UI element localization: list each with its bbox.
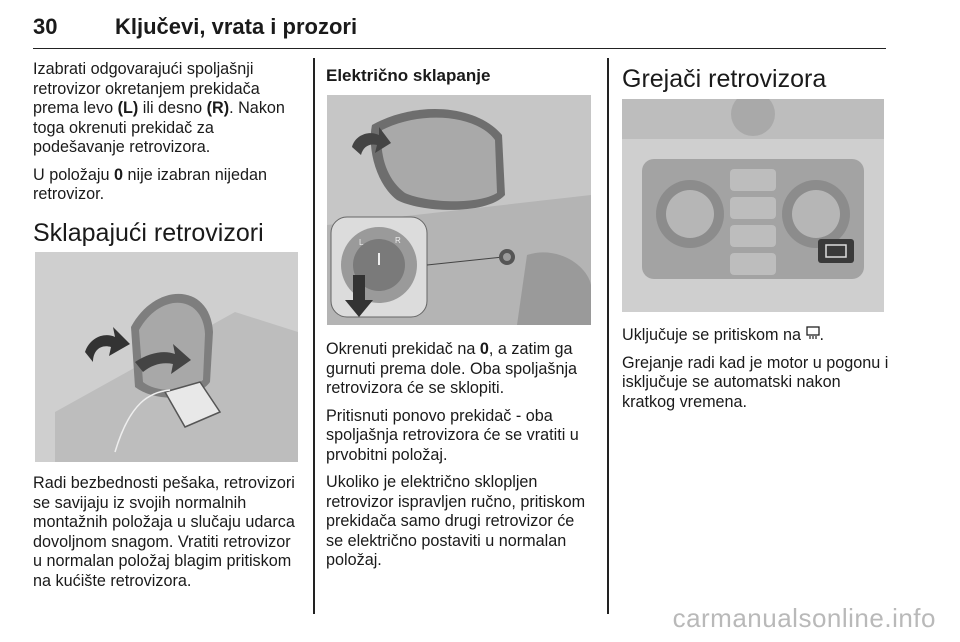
section-heading: Električno sklapanje xyxy=(326,66,491,85)
svg-text:L: L xyxy=(359,238,364,247)
paragraph: Grejanje radi kad je motor u pogonu i isključuje se automatski nakon kratkog vremena. xyxy=(622,353,889,411)
chapter-title: Ključevi, vrata i prozori xyxy=(115,14,358,39)
page-number: 30 xyxy=(33,14,58,39)
paragraph: Radi bezbednosti pešaka, retrovizori se savijaju iz svojih normalnih montažnih položaja u slučaju udarca dovoljnom snagom. Vratiti retrovizor u normalan položaj blagim pritiskom na kućište retrovizora. xyxy=(33,474,295,590)
watermark: carmanualsonline.info xyxy=(672,603,936,633)
section-heading: Grejači retrovizora xyxy=(622,65,827,93)
mirror-heater-icon xyxy=(806,326,820,346)
electric-folding-illustration xyxy=(327,95,591,325)
column-divider xyxy=(607,58,609,614)
paragraph: Izabrati odgovarajući spoljašnji retrovizor okretanjem prekidača prema levo (L) ili desno (R). Nakon toga okrenuti prekidač za podešavanje retrovizora. xyxy=(33,60,285,156)
paragraph: Ukoliko je električno sklopljen retrovizor ispravljen ručno, pritiskom prekidača samo drugi retrovizor će se električno postaviti u normalan položaj. xyxy=(326,473,586,569)
folding-mirror-illustration xyxy=(35,252,298,462)
column-divider xyxy=(313,58,315,614)
column-1-lower xyxy=(33,474,301,599)
svg-text:R: R xyxy=(395,236,401,245)
section-heading: Sklapajući retrovizori xyxy=(33,219,264,247)
column-2-text xyxy=(326,340,594,579)
climate-control-panel-illustration xyxy=(622,99,884,312)
page-header xyxy=(33,8,886,49)
paragraph: U položaju 0 nije izabran nijedan retrovizor. xyxy=(33,165,268,203)
column-1 xyxy=(33,60,301,213)
paragraph: Okrenuti prekidač na 0, a zatim ga gurnuti prema dole. Oba spoljašnja retrovizora će se sklopiti. xyxy=(326,340,578,397)
paragraph: Pritisnuti ponovo prekidač - oba spoljašnja retrovizora će se vratiti u prvobitni položaj. xyxy=(326,406,579,464)
column-3-text xyxy=(622,326,890,420)
paragraph: Uključuje se pritiskom na . xyxy=(622,326,825,344)
